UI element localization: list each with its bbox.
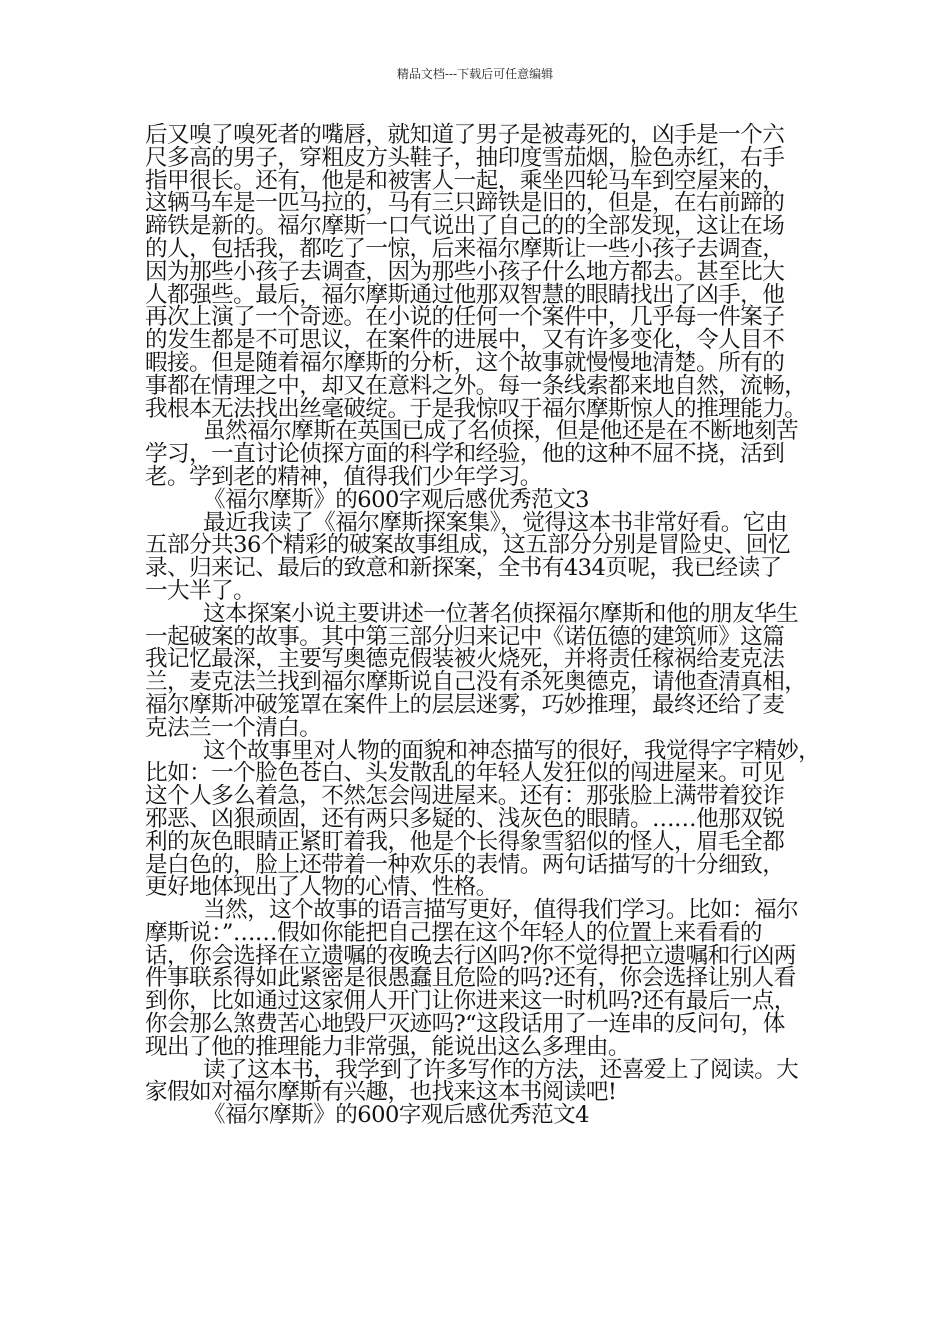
text-line: 蹄铁是新的。福尔摩斯一口气说出了自己的的全部发现，这让在场 (145, 213, 785, 240)
text-line: 更好地体现出了人物的心情、性格。 (145, 874, 498, 901)
text-line: 学习，一直讨论侦探方面的科学和经验，他的这种不屈不挠，活到 (145, 441, 785, 468)
text-line: 话，你会选择在立遗嘱的夜晚去行凶吗?你不觉得把立遗嘱和行凶两 (145, 942, 796, 969)
text-line: 录、归来记、最后的致意和新探案，全书有434页呢，我已经读了 (145, 555, 782, 582)
text-line: 尺多高的男子，穿粗皮方头鞋子，抽印度雪茄烟，脸色赤红，右手 (145, 144, 785, 171)
text-line: 《福尔摩斯》的600字观后感优秀范文3 (203, 486, 589, 513)
text-line: 这辆马车是一匹马拉的，马有三只蹄铁是旧的，但是，在右前蹄的 (145, 190, 785, 217)
text-line: 五部分共36个精彩的破案故事组成，这五部分分别是冒险史、回忆 (145, 532, 790, 559)
text-line: 现出了他的推理能力非常强，能说出这么多理由。 (145, 1033, 630, 1060)
text-line: 邪恶、凶狠顽固，还有两只多疑的、浅灰色的眼睛。……他那双锐 (145, 805, 785, 832)
text-line: 我根本无法找出丝毫破绽。于是我惊叹于福尔摩斯惊人的推理能力。 (145, 395, 807, 422)
text-line: 摩斯说：”……假如你能把自己摆在这个年轻人的位置上来看看的 (145, 919, 762, 946)
text-line: 老。学到老的精神，值得我们少年学习。 (145, 463, 542, 490)
text-line: 后又嗅了嗅死者的嘴唇，就知道了男子是被毒死的，凶手是一个六 (145, 122, 785, 148)
text-line: 的发生都是不可思议，在案件的进展中，又有许多变化，令人目不 (145, 327, 785, 354)
text-line: 指甲很长。还有，他是和被害人一起，乘坐四轮马车到空屋来的， (145, 167, 785, 194)
text-line: 《福尔摩斯》的600字观后感优秀范文4 (203, 1102, 589, 1129)
text-line: 因为那些小孩子去调查，因为那些小孩子什么地方都去。甚至比大 (145, 258, 785, 285)
text-line: 兰，麦克法兰找到福尔摩斯说自己没有杀死奥德克，请他查清真相， (145, 669, 807, 696)
text-line: 利的灰色眼睛正紧盯着我，他是个长得象雪貂似的怪人，眉毛全都 (145, 828, 785, 855)
text-line: 到你，比如通过这家佣人开门让你进来这一时机吗?还有最后一点， (145, 988, 796, 1015)
text-line: 事都在情理之中，却又在意料之外。每一条线索都来地自然，流畅， (145, 372, 807, 399)
text-line: 虽然福尔摩斯在英国已成了名侦探，但是他还是在不断地刻苦 (203, 418, 799, 445)
text-line: 一大半了。 (145, 577, 256, 604)
page-header: 精品文档---下载后可任意编辑 (396, 67, 554, 81)
text-line: 这本探案小说主要讲述一位著名侦探福尔摩斯和他的朋友华生 (203, 600, 799, 627)
text-line: 福尔摩斯冲破笼罩在案件上的层层迷雾，巧妙推理，最终还给了麦 (145, 691, 785, 718)
text-line: 这个人多么着急，不然怎会闯进屋来。还有：那张脸上满带着狡诈 (145, 783, 785, 810)
text-line: 暇接。但是随着福尔摩斯的分析，这个故事就慢慢地清楚。所有的 (145, 349, 785, 376)
document-body (145, 122, 821, 1129)
text-line: 再次上演了一个奇迹。在小说的任何一个案件中，几乎每一件案子 (145, 304, 785, 331)
text-line: 件事联系得如此紧密是很愚蠢且危险的吗?还有，你会选择让别人看 (145, 965, 796, 992)
text-line: 我记忆最深，主要写奥德克假装被火烧死，并将责任稼祸给麦克法 (145, 646, 785, 673)
text-line: 最近我读了《福尔摩斯探案集》，觉得这本书非常好看。它由 (203, 509, 787, 536)
text-line: 比如：一个脸色苍白、头发散乱的年轻人发狂似的闯进屋来。可见 (145, 760, 785, 787)
text-line: 你会那么煞费苦心地毁尸灭迹吗?“这段话用了一连串的反问句，体 (145, 1011, 785, 1038)
text-line: 读了这本书，我学到了许多写作的方法，还喜爱上了阅读。大 (203, 1056, 799, 1083)
text-line: 当然，这个故事的语言描写更好，值得我们学习。比如：福尔 (203, 897, 799, 924)
text-line: 的人，包括我，都吃了一惊，后来福尔摩斯让一些小孩子去调查， (145, 235, 785, 262)
text-line: 是白色的，脸上还带着一种欢乐的表情。两句话描写的十分细致， (145, 851, 785, 878)
text-line: 人都强些。最后，福尔摩斯通过他那双智慧的眼睛找出了凶手，他 (145, 281, 785, 308)
text-line: 一起破案的故事。其中第三部分归来记中《诺伍德的建筑师》这篇 (145, 623, 785, 650)
text-line: 家假如对福尔摩斯有兴趣，也找来这本书阅读吧! (145, 1079, 617, 1106)
text-line: 克法兰一个清白。 (145, 714, 322, 741)
text-line: 这个故事里对人物的面貌和神态描写的很好，我觉得字字精妙， (203, 737, 821, 764)
